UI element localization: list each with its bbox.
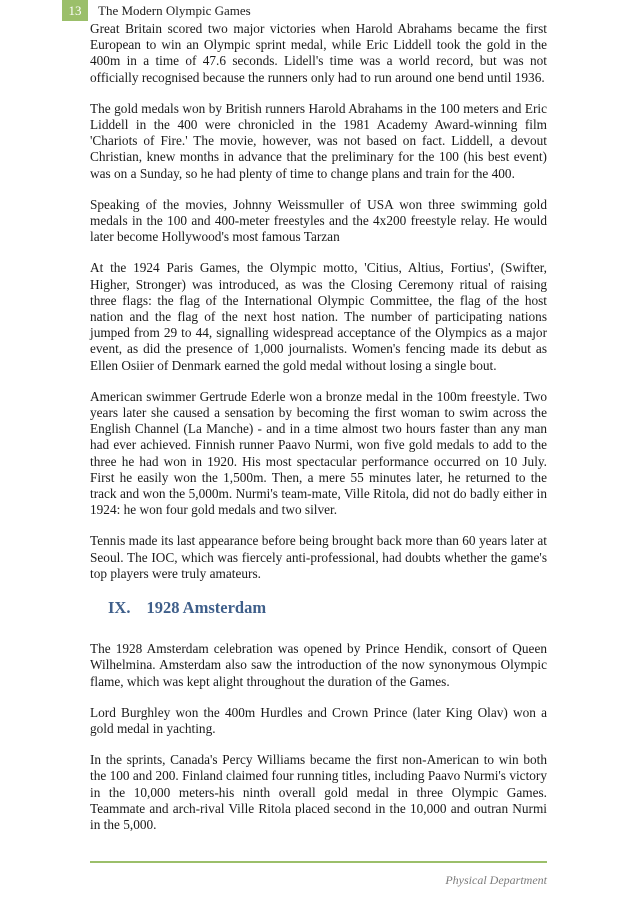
paragraph: The 1928 Amsterdam celebration was opened by Prince Hendik, consort of Queen Wilhelmina. Amsterdam also saw the introduction of the now synonymous Olympic flame, which was kept alight throughout the duration of the Games. [90, 641, 547, 689]
paragraph: Tennis made its last appearance before being brought back more than 60 years later at Seoul. The IOC, which was fiercely anti-professional, had doubts whether the game's top players were truly amateurs. [90, 533, 547, 581]
section-heading [90, 597, 547, 619]
document-body [90, 21, 547, 848]
page-number: 13 [62, 0, 88, 21]
paragraph: At the 1924 Paris Games, the Olympic motto, 'Citius, Altius, Fortius', (Swifter, Higher, Stronger) was introduced, as was the Closing Ceremony ritual of raising three flags: the flag of the International Olympic Committee, the flag of the host nation and the flag of the next host nation. The number of participating nations jumped from 29 to 44, signalling widespread acceptance of the Olympics as a major event, as did the presence of 1,000 journalists. Women's fencing made its debut as Ellen Osiier of Denmark earned the gold medal without losing a single bout. [90, 260, 547, 373]
page-header [62, 0, 251, 21]
footer-divider [90, 861, 547, 863]
paragraph: Lord Burghley won the 400m Hurdles and Crown Prince (later King Olav) won a gold medal in yachting. [90, 704, 547, 736]
footer-text: Physical Department [445, 873, 547, 887]
paragraph: Great Britain scored two major victories when Harold Abrahams became the first European to win an Olympic sprint medal, while Eric Liddell took the gold in the 400m in a time of 47.6 seconds. Lidell's time was a world record, but was not officially recognised because the runners only had to run around one bend until 1936. [90, 21, 547, 85]
section-number: IX. [108, 598, 131, 618]
paragraph: Speaking of the movies, Johnny Weissmuller of USA won three swimming gold medals in the 100 and 400-meter freestyles and the 4x200 freestyle relay. He would later become Hollywood's most famous Tarzan [90, 196, 547, 245]
section-title: 1928 Amsterdam [146, 598, 267, 618]
paragraph: The gold medals won by British runners Harold Abrahams in the 100 meters and Eric Liddell in the 400 were chronicled in the 1981 Academy Award-winning film 'Chariots of Fire.' The movie, however, was not based on fact. Liddell, a devout Christian, knew months in advance that the preliminary for the 100 (his best event) was on a Sunday, so he had plenty of time to change plans and train for the 400. [90, 100, 547, 181]
paragraph: In the sprints, Canada's Percy Williams became the first non-American to win both the 100 and 200. Finland claimed four running titles, including Paavo Nurmi's victory in the 10,000 meters-his ninth overall gold medal in three Olympic Games. Teammate and arch-rival Ville Ritola placed second in the 10,000 and outran Nurmi in the 5,000. [90, 752, 547, 832]
paragraph: American swimmer Gertrude Ederle won a bronze medal in the 100m freestyle. Two years later she caused a sensation by becoming the first woman to swim across the English Channel (La Manche) - and in a time almost two hours faster than any man had ever achieved. Finnish runner Paavo Nurmi, won five gold medals to add to the three he had won in 1920. His most spectacular performance occurred on 10 July. First he easily won the 1,500m. Then, a mere 55 minutes later, he returned to the track and won the 5,000m. Nurmi's team-mate, Ville Ritola, did not do badly either in 1924: he won four gold medals and two silver. [90, 388, 547, 518]
running-title: The Modern Olympic Games [98, 2, 251, 18]
